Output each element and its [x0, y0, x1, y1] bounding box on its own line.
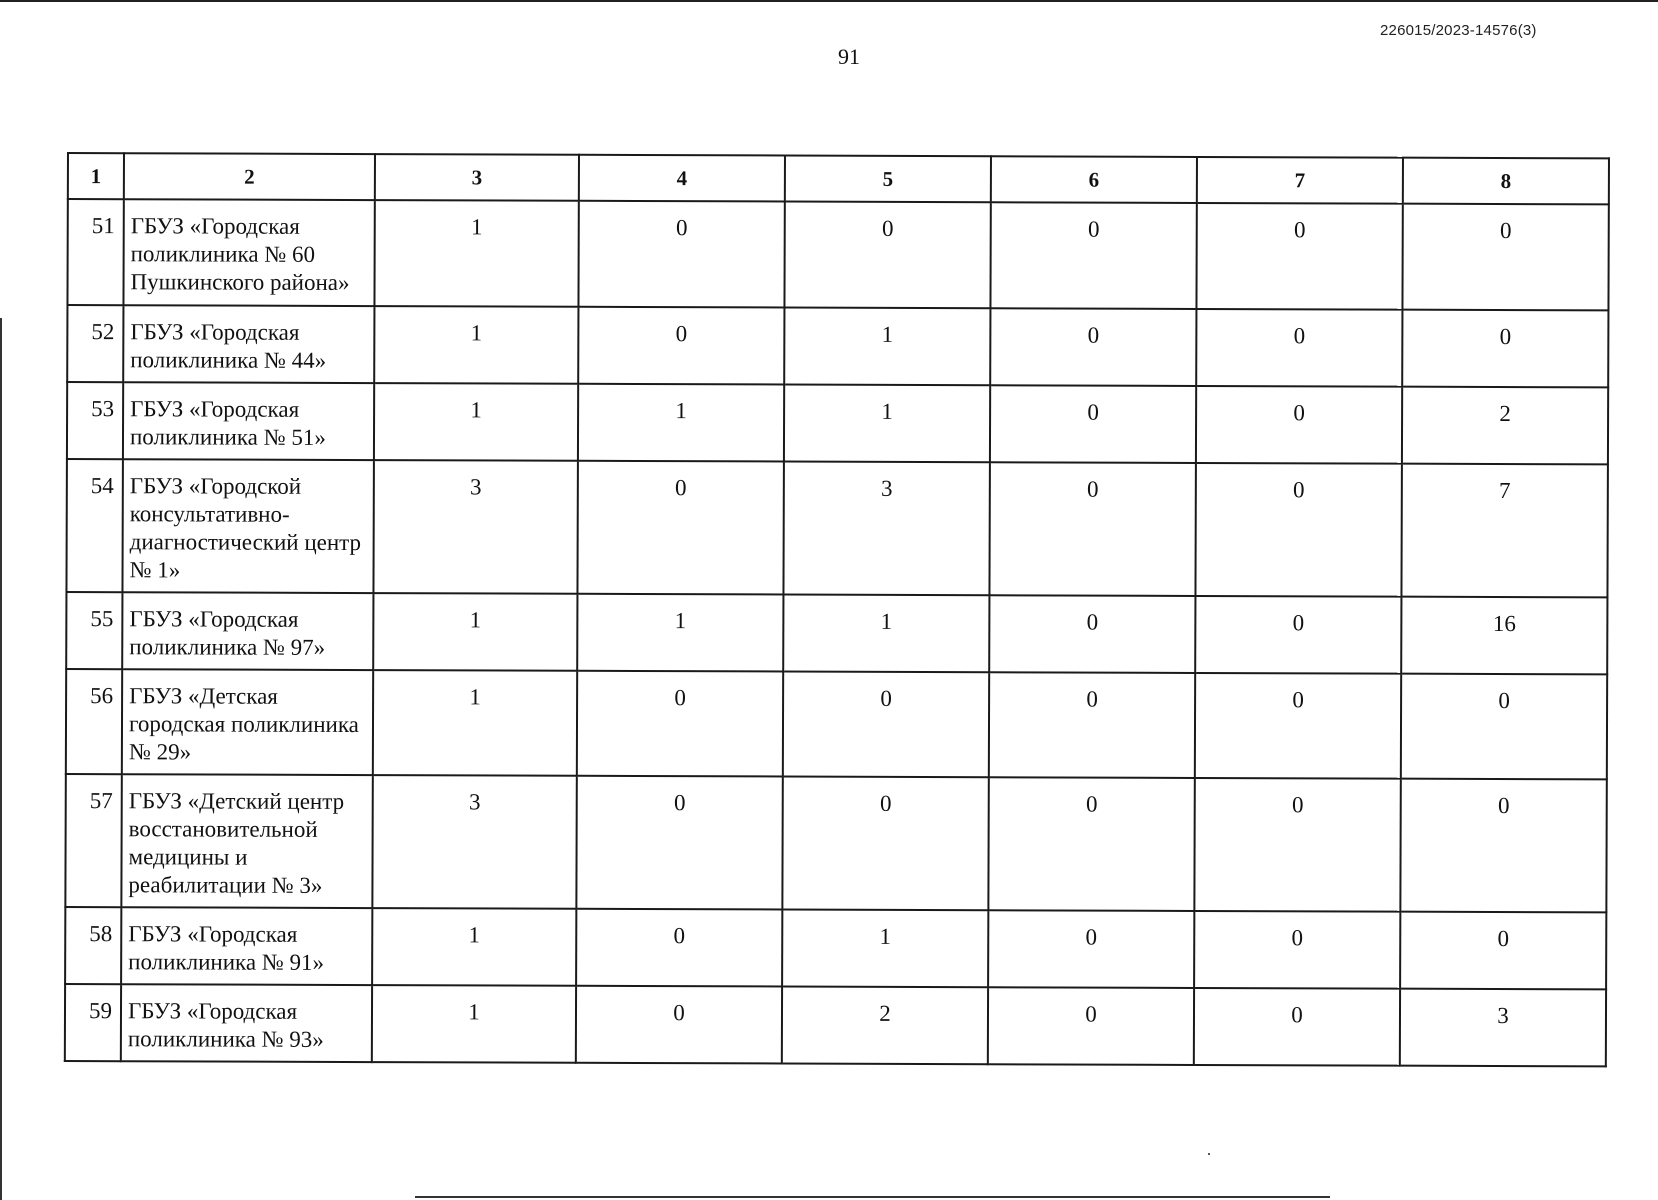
value-cell: 1	[372, 908, 576, 986]
value-cell: 0	[1194, 988, 1400, 1066]
value-cell: 3	[783, 462, 989, 596]
row-number: 56	[66, 669, 122, 774]
institution-name: ГБУЗ «Детский центр восстановительной медицины и реабилитации № 3»	[121, 774, 372, 908]
row-number: 54	[66, 459, 122, 592]
header-cell: 3	[375, 154, 579, 201]
value-cell: 0	[1402, 310, 1608, 388]
value-cell: 0	[1400, 779, 1606, 913]
value-cell: 1	[782, 910, 988, 988]
value-cell: 0	[990, 202, 1196, 309]
value-cell: 0	[578, 307, 784, 385]
value-cell: 1	[373, 593, 577, 671]
table-header-row	[68, 153, 1609, 204]
institution-name: ГБУЗ «Городская поликлиника № 60 Пушкинского района»	[123, 199, 374, 306]
value-cell: 0	[576, 909, 782, 987]
value-cell: 0	[988, 910, 1194, 988]
value-cell: 0	[989, 462, 1195, 596]
value-cell: 0	[578, 201, 784, 308]
value-cell: 0	[988, 987, 1194, 1065]
value-cell: 1	[373, 670, 577, 776]
value-cell: 0	[989, 672, 1195, 778]
row-number: 57	[65, 774, 121, 907]
value-cell: 16	[1401, 597, 1607, 675]
value-cell: 0	[1194, 778, 1400, 912]
header-cell: 2	[124, 153, 375, 200]
value-cell: 2	[1402, 387, 1608, 465]
scan-left-edge	[0, 318, 2, 1200]
value-cell: 3	[372, 775, 576, 909]
table-row	[66, 592, 1607, 674]
document-registration-number: 226015/2023-14576(3)	[1380, 22, 1537, 39]
value-cell: 0	[1402, 204, 1608, 311]
row-number: 51	[67, 199, 123, 305]
table-row	[67, 199, 1608, 310]
value-cell: 0	[576, 776, 782, 910]
header-cell: 4	[579, 155, 785, 202]
table-row	[66, 459, 1607, 597]
institution-name: ГБУЗ «Городская поликлиника № 51»	[123, 382, 374, 460]
value-cell: 0	[1196, 203, 1402, 310]
table-row	[65, 774, 1606, 912]
table-row	[67, 382, 1608, 464]
institution-name: ГБУЗ «Детская городская поликлиника № 29»	[122, 669, 373, 775]
institution-name: ГБУЗ «Городская поликлиника № 93»	[121, 984, 372, 1062]
value-cell: 0	[1400, 912, 1606, 990]
value-cell: 0	[784, 202, 990, 309]
value-cell: 0	[988, 777, 1194, 911]
row-number: 55	[66, 592, 122, 669]
value-cell: 0	[1194, 911, 1400, 989]
page-number: 91	[838, 44, 860, 69]
value-cell: 2	[782, 987, 988, 1065]
value-cell: 1	[372, 985, 576, 1063]
value-cell: 1	[784, 385, 990, 463]
table-row	[65, 907, 1606, 989]
table-row	[65, 984, 1606, 1066]
value-cell: 0	[1195, 596, 1401, 674]
value-cell: 0	[1401, 674, 1607, 780]
table-row	[67, 305, 1608, 387]
value-cell: 1	[374, 200, 578, 307]
value-cell: 0	[577, 461, 783, 595]
row-number: 59	[65, 984, 121, 1061]
value-cell: 3	[373, 460, 577, 594]
institution-name: ГБУЗ «Городская поликлиника № 97»	[122, 592, 373, 670]
bottom-rule	[415, 1196, 1330, 1198]
institution-name: ГБУЗ «Городской консультативно-диагностический центр № 1»	[122, 459, 373, 593]
value-cell: 0	[1196, 386, 1402, 464]
institution-name: ГБУЗ «Городская поликлиника № 91»	[121, 907, 372, 985]
value-cell: 0	[1195, 673, 1401, 779]
data-table	[64, 152, 1610, 1067]
row-number: 58	[65, 907, 121, 984]
value-cell: 0	[577, 671, 783, 777]
value-cell: 0	[782, 777, 988, 911]
value-cell: 0	[990, 308, 1196, 386]
header-cell: 6	[991, 156, 1197, 203]
value-cell: 0	[783, 672, 989, 778]
value-cell: 3	[1400, 989, 1606, 1067]
value-cell: 7	[1401, 464, 1607, 598]
row-number: 53	[67, 382, 123, 459]
value-cell: 1	[374, 306, 578, 384]
header-cell: 8	[1403, 158, 1609, 205]
value-cell: 1	[577, 594, 783, 672]
value-cell: 0	[576, 986, 782, 1064]
scan-top-edge	[0, 0, 1658, 2]
row-number: 52	[67, 305, 123, 382]
header-cell: 5	[785, 156, 991, 203]
header-cell: 7	[1197, 157, 1403, 204]
table-row	[66, 669, 1607, 779]
header-cell: 1	[68, 153, 124, 199]
scan-speck	[1208, 1153, 1210, 1155]
value-cell: 0	[989, 595, 1195, 673]
value-cell: 0	[1195, 463, 1401, 597]
value-cell: 1	[784, 308, 990, 386]
value-cell: 0	[990, 385, 1196, 463]
institution-name: ГБУЗ «Городская поликлиника № 44»	[123, 305, 374, 383]
value-cell: 1	[374, 383, 578, 461]
value-cell: 1	[578, 384, 784, 462]
value-cell: 1	[783, 595, 989, 673]
value-cell: 0	[1196, 309, 1402, 387]
